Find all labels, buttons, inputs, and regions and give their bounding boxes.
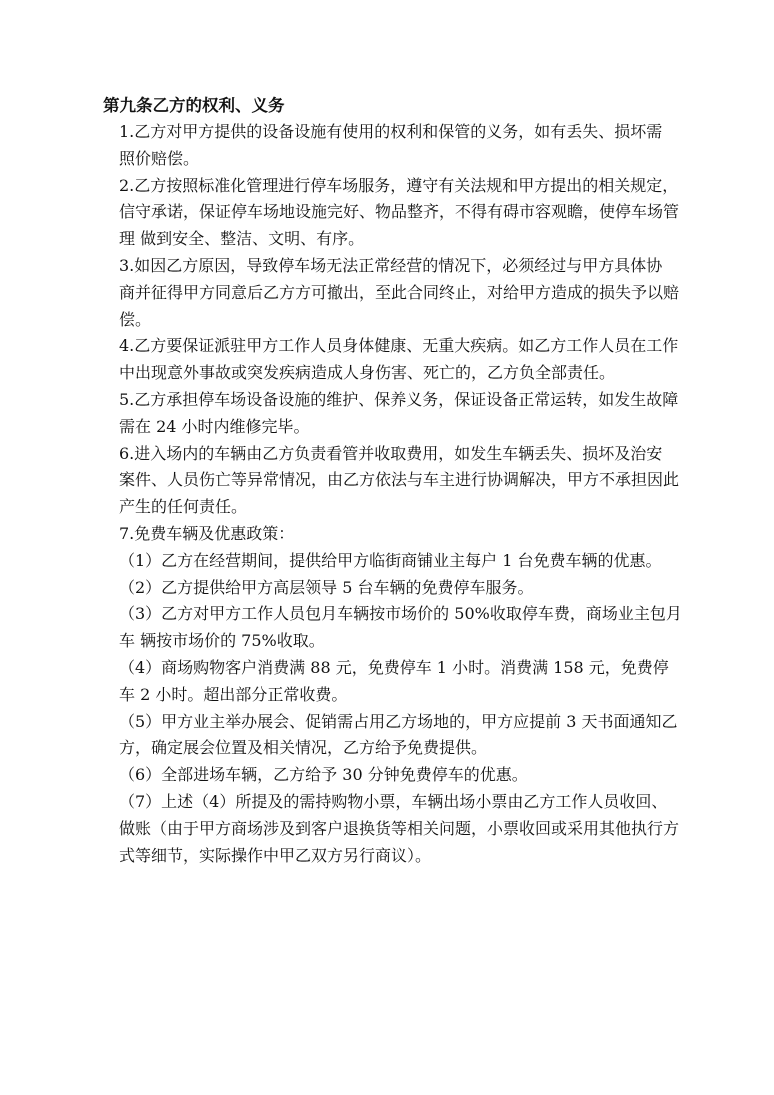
clause-6: 6.进入场内的车辆由乙方负责看管并收取费用，如发生车辆丢失、损坏及治安 案件、人员伤亡等异常情况，由乙方依法与车主进行协调解决，甲方不承担因此产生的任何责任。 — [119, 443, 680, 517]
policy-item-3: （3）乙方对甲方工作人员包月车辆按市场价的 50%收取停车费，商场业主包月车 辆按市场价的 75%收取。 — [119, 604, 682, 651]
clause-5: 5.乙方承担停车场设备设施的维护、保养义务，保证设备正常运转，如发生故障 需在 24 小时内维修完毕。 — [119, 389, 679, 436]
clause-3: 3.如因乙方原因，导致停车场无法正常经营的情况下，必须经过与甲方具体协 商并征得甲方同意后乙方方可撤出，至此合同终止，对给甲方造成的损失予以赔偿。 — [119, 255, 680, 329]
policy-item-7: （7）上述（4）所提及的需持购物小票，车辆出场小票由乙方工作人员收回、做账（由于甲方商场涉及到客户退换货等相关问题，小票收回或采用其他执行方式等细节，实际操作中甲乙双方另行商议）。 — [119, 791, 680, 865]
clause-2: 2.乙方按照标准化管理进行停车场服务，遵守有关法规和甲方提出的相关规定， 信守承诺，保证停车场地设施完好、物品整齐，不得有碍市容观瞻，使停车场管理 做到安全、整洁、文明、有序。 — [119, 175, 680, 249]
policy-item-1: （1）乙方在经营期间，提供给甲方临街商铺业主每户 1 台免费车辆的优惠。 — [119, 550, 662, 570]
policy-item-6: （6）全部进场车辆，乙方给予 30 分钟免费停车的优惠。 — [119, 765, 528, 785]
policy-item-4: （4）商场购物客户消费满 88 元，免费停车 1 小时。消费满 158 元，免费停车 2 小时。超出部分正常收费。 — [119, 657, 669, 704]
clause-1: 1.乙方对甲方提供的设备设施有使用的权利和保管的义务，如有丢失、损坏需 照价赔偿。 — [119, 122, 663, 168]
section-heading: 第九条乙方的权利、义务 — [103, 96, 285, 115]
clause-4: 4.乙方要保证派驻甲方工作人员身体健康、无重大疾病。如乙方工作人员在工作中出现意外事故或突发疾病造成人身伤害、死亡的，乙方负全部责任。 — [119, 336, 679, 383]
policy-item-2: （2）乙方提供给甲方高层领导 5 台车辆的免费停车服务。 — [119, 577, 534, 597]
clause-7-title: 7.免费车辆及优惠政策： — [119, 523, 295, 543]
document-body — [103, 92, 683, 869]
policy-item-5: （5）甲方业主举办展会、促销需占用乙方场地的，甲方应提前 3 天书面通知乙方，确定展会位置及相关情况，乙方给予免费提供。 — [119, 711, 678, 758]
